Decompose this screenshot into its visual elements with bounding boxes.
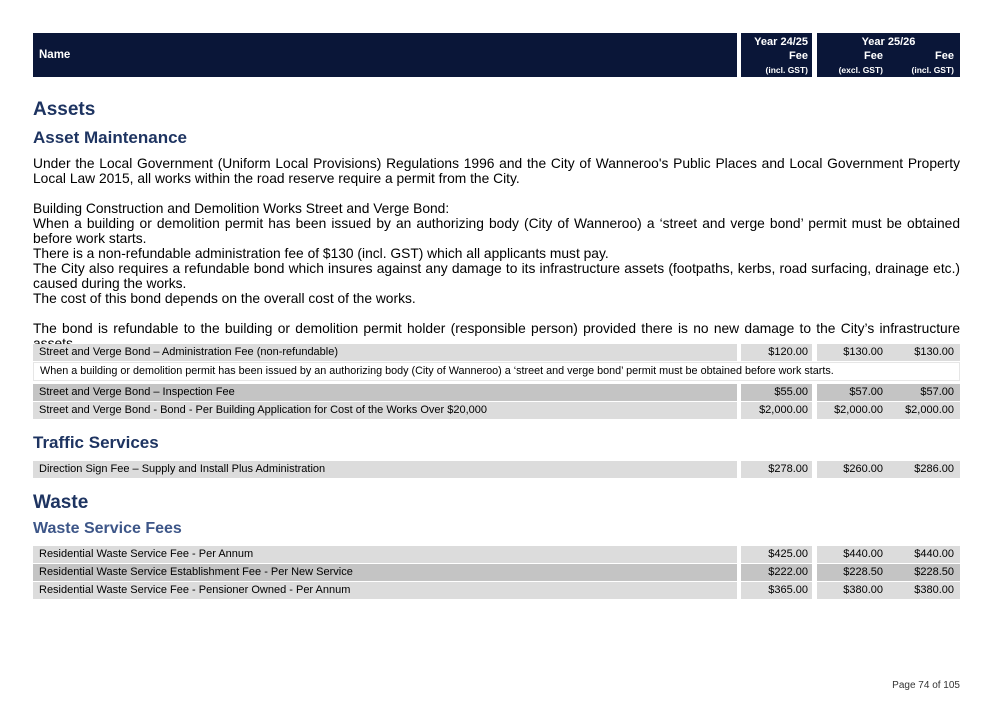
description-paragraph: Building Construction and Demolition Works Street and Verge Bond: (33, 201, 450, 216)
fee-2526-cell (817, 344, 960, 361)
fee-2526-cell (817, 582, 960, 599)
header-year-2425: Year 24/25 (754, 36, 808, 48)
section-title-waste: Waste (33, 492, 89, 513)
table-row (33, 564, 960, 581)
fee-2526-cell (817, 384, 960, 401)
fee-2526-cell (817, 564, 960, 581)
asset-maintenance-description (33, 156, 960, 351)
header-name-label: Name (39, 49, 71, 61)
header-fee-label: Fee (935, 50, 954, 62)
fee-name: Street and Verge Bond – Inspection Fee (33, 384, 737, 401)
fee-2526-excl: $57.00 (849, 386, 883, 398)
fee-2526-incl: $286.00 (914, 463, 954, 475)
fee-2526-excl: $2,000.00 (834, 404, 883, 416)
fee-2526-excl: $228.50 (843, 566, 883, 578)
page-number: Page 74 of 105 (892, 680, 960, 691)
fee-2526-excl: $260.00 (843, 463, 883, 475)
fee-2425-incl: $425.00 (741, 546, 812, 563)
fee-table-header (33, 33, 960, 77)
description-paragraph: The cost of this bond depends on the overall cost of the works. (33, 291, 416, 306)
description-paragraph: The bond is refundable to the building or demolition permit holder (responsible person) provided there is no new damage to the City’s infrastructure (33, 321, 960, 336)
fee-2526-incl: $380.00 (914, 584, 954, 596)
fee-2526-incl: $130.00 (914, 346, 954, 358)
section-title-asset-maintenance: Asset Maintenance (33, 128, 187, 147)
section-title-waste-service-fees: Waste Service Fees (33, 520, 182, 537)
fee-2526-excl: $440.00 (843, 548, 883, 560)
fee-2526-incl: $2,000.00 (905, 404, 954, 416)
fee-name: Residential Waste Service Fee - Pensioner Owned - Per Annum (33, 582, 737, 599)
fee-2526-cell (817, 461, 960, 478)
header-incl-gst: (incl. GST) (765, 65, 808, 75)
header-fee-label: Fee (789, 50, 808, 62)
fee-name: Street and Verge Bond – Administration Fee (non-refundable) (33, 344, 737, 361)
fee-2526-excl: $380.00 (843, 584, 883, 596)
header-excl-gst: (excl. GST) (838, 65, 883, 75)
fee-name: Street and Verge Bond - Bond - Per Building Application for Cost of the Works Over $20,000 (33, 402, 737, 419)
header-incl-gst: (incl. GST) (911, 65, 954, 75)
fee-2425-incl: $55.00 (741, 384, 812, 401)
description-paragraph: Under the Local Government (Uniform Local Provisions) Regulations 1996 and the City of Wanneroo's Public Places and Local Government Property Local Law 2015, all works within the road reserve require a permit from the City. (33, 156, 960, 186)
fee-2425-incl: $365.00 (741, 582, 812, 599)
header-year-2526-column (817, 33, 960, 77)
description-paragraph: When a building or demolition permit has been issued by an authorizing body (City of Wanneroo) a ‘street and verge bond’ permit must be obtained before work starts. (33, 216, 960, 246)
header-year-2526: Year 25/26 (861, 36, 916, 48)
fee-2425-incl: $278.00 (741, 461, 812, 478)
description-paragraph: The City also requires a refundable bond which insures against any damage to its infrastructure assets (footpaths, kerbs, road surfacing, drainage etc.) caused during the works. (33, 261, 960, 291)
fee-2526-incl: $57.00 (920, 386, 954, 398)
header-fee-label: Fee (864, 50, 883, 62)
fee-2425-incl: $2,000.00 (741, 402, 812, 419)
fee-2526-cell (817, 402, 960, 419)
fee-note: When a building or demolition permit has been issued by an authorizing body (City of Wanneroo) a ‘street and verge bond’ permit must be obtained before work starts. (33, 362, 960, 381)
fee-name: Direction Sign Fee – Supply and Install Plus Administration (33, 461, 737, 478)
description-paragraph: There is a non-refundable administration fee of $130 (incl. GST) which all applicants must pay. (33, 246, 609, 261)
fee-2425-incl: $222.00 (741, 564, 812, 581)
fee-name: Residential Waste Service Fee - Per Annum (33, 546, 737, 563)
section-title-assets: Assets (33, 99, 96, 120)
fee-2526-incl: $440.00 (914, 548, 954, 560)
fee-name: Residential Waste Service Establishment Fee - Per New Service (33, 564, 737, 581)
fee-2526-incl: $228.50 (914, 566, 954, 578)
section-title-traffic-services: Traffic Services (33, 433, 159, 452)
table-row (33, 384, 960, 401)
header-year-2425-column (741, 33, 812, 77)
fee-2425-incl: $120.00 (741, 344, 812, 361)
table-row (33, 402, 960, 419)
fee-2526-excl: $130.00 (843, 346, 883, 358)
table-row (33, 582, 960, 599)
table-row (33, 461, 960, 478)
table-row (33, 546, 960, 563)
table-row (33, 344, 960, 361)
fee-2526-cell (817, 546, 960, 563)
header-name-column (33, 33, 737, 77)
